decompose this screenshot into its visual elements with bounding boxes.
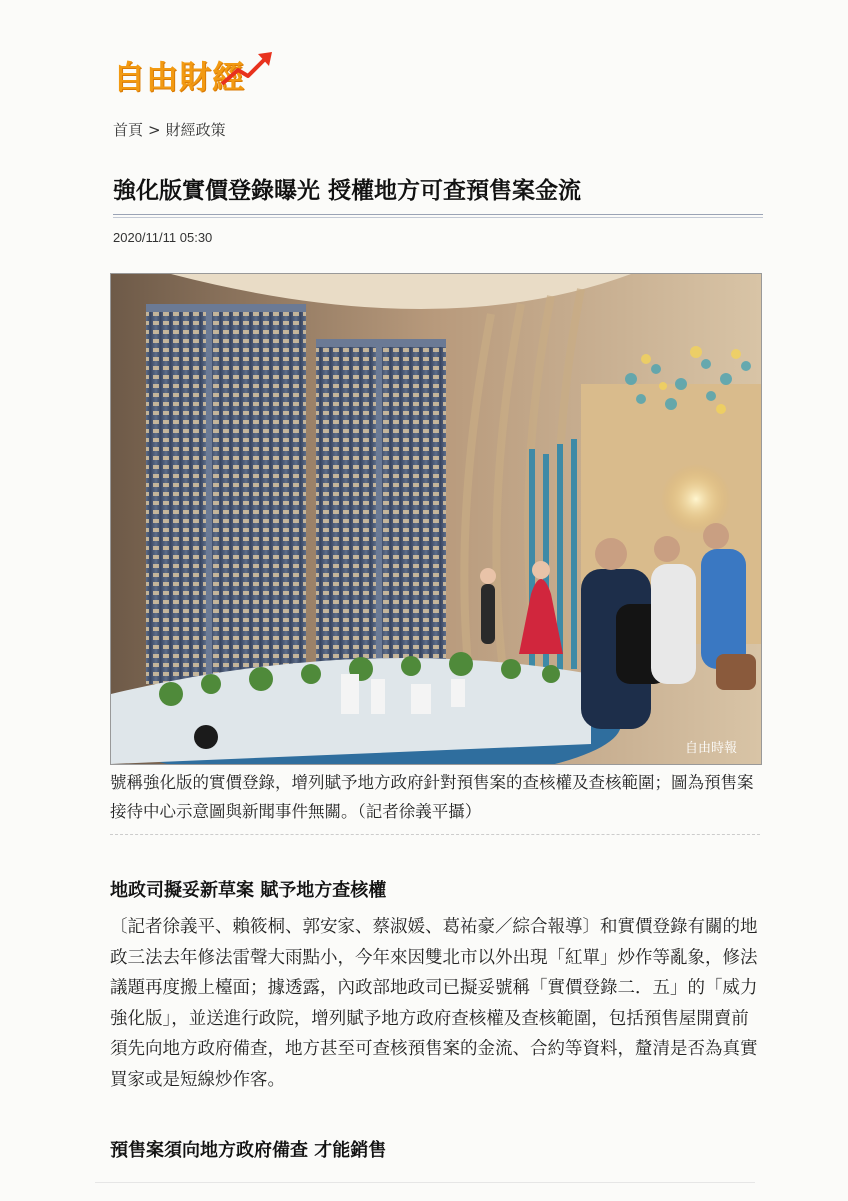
section1-body: 〔記者徐義平、賴筱桐、郭安家、蔡淑媛、葛祐豪／綜合報導〕和實價登錄有關的地政三法去年修法雷聲大雨點小，今年來因雙北市以外出現「紅單」炒作等亂象，修法議題再度搬上檯面；據透露，內政部地政司已擬妥號稱「實價登錄二．五」的「威力強化版」，並送進行政院，增列賦予地方政府查核權及查核範圍，包括預售屋開賣前須先向地方政府備查，地方甚至可查核預售案的金流、合約等資料，釐清是否為真實買家或是短線炒作客。 bbox=[110, 917, 758, 1090]
section2-heading: 預售案須向地方政府備查 才能銷售 bbox=[110, 1140, 387, 1161]
logo-arrow-icon bbox=[218, 50, 274, 90]
breadcrumb bbox=[113, 119, 226, 140]
page-bottom-edge bbox=[95, 1182, 755, 1201]
logo-text: 自由財經 bbox=[113, 58, 246, 96]
breadcrumb-section-link[interactable]: 財經政策 bbox=[165, 121, 226, 139]
caption-divider bbox=[110, 834, 760, 835]
section1-heading: 地政司擬妥新草案 賦予地方查核權 bbox=[110, 880, 387, 901]
photo-illustration bbox=[111, 274, 761, 764]
article-photo bbox=[110, 273, 762, 765]
photo-watermark: 自由時報 bbox=[685, 741, 738, 756]
photo-caption: 號稱強化版的實價登錄，增列賦予地方政府針對預售案的查核權及查核範圍；圖為預售案接待中心示意圖與新聞事件無關。（記者徐義平攝） bbox=[110, 773, 754, 821]
breadcrumb-home-link[interactable]: 首頁 bbox=[113, 121, 144, 139]
article-title: 強化版實價登錄曝光 授權地方可查預售案金流 bbox=[113, 178, 582, 204]
article-date: 2020/11/11 05:30 bbox=[113, 230, 213, 245]
breadcrumb-separator: > bbox=[148, 121, 161, 139]
title-divider bbox=[113, 214, 763, 218]
